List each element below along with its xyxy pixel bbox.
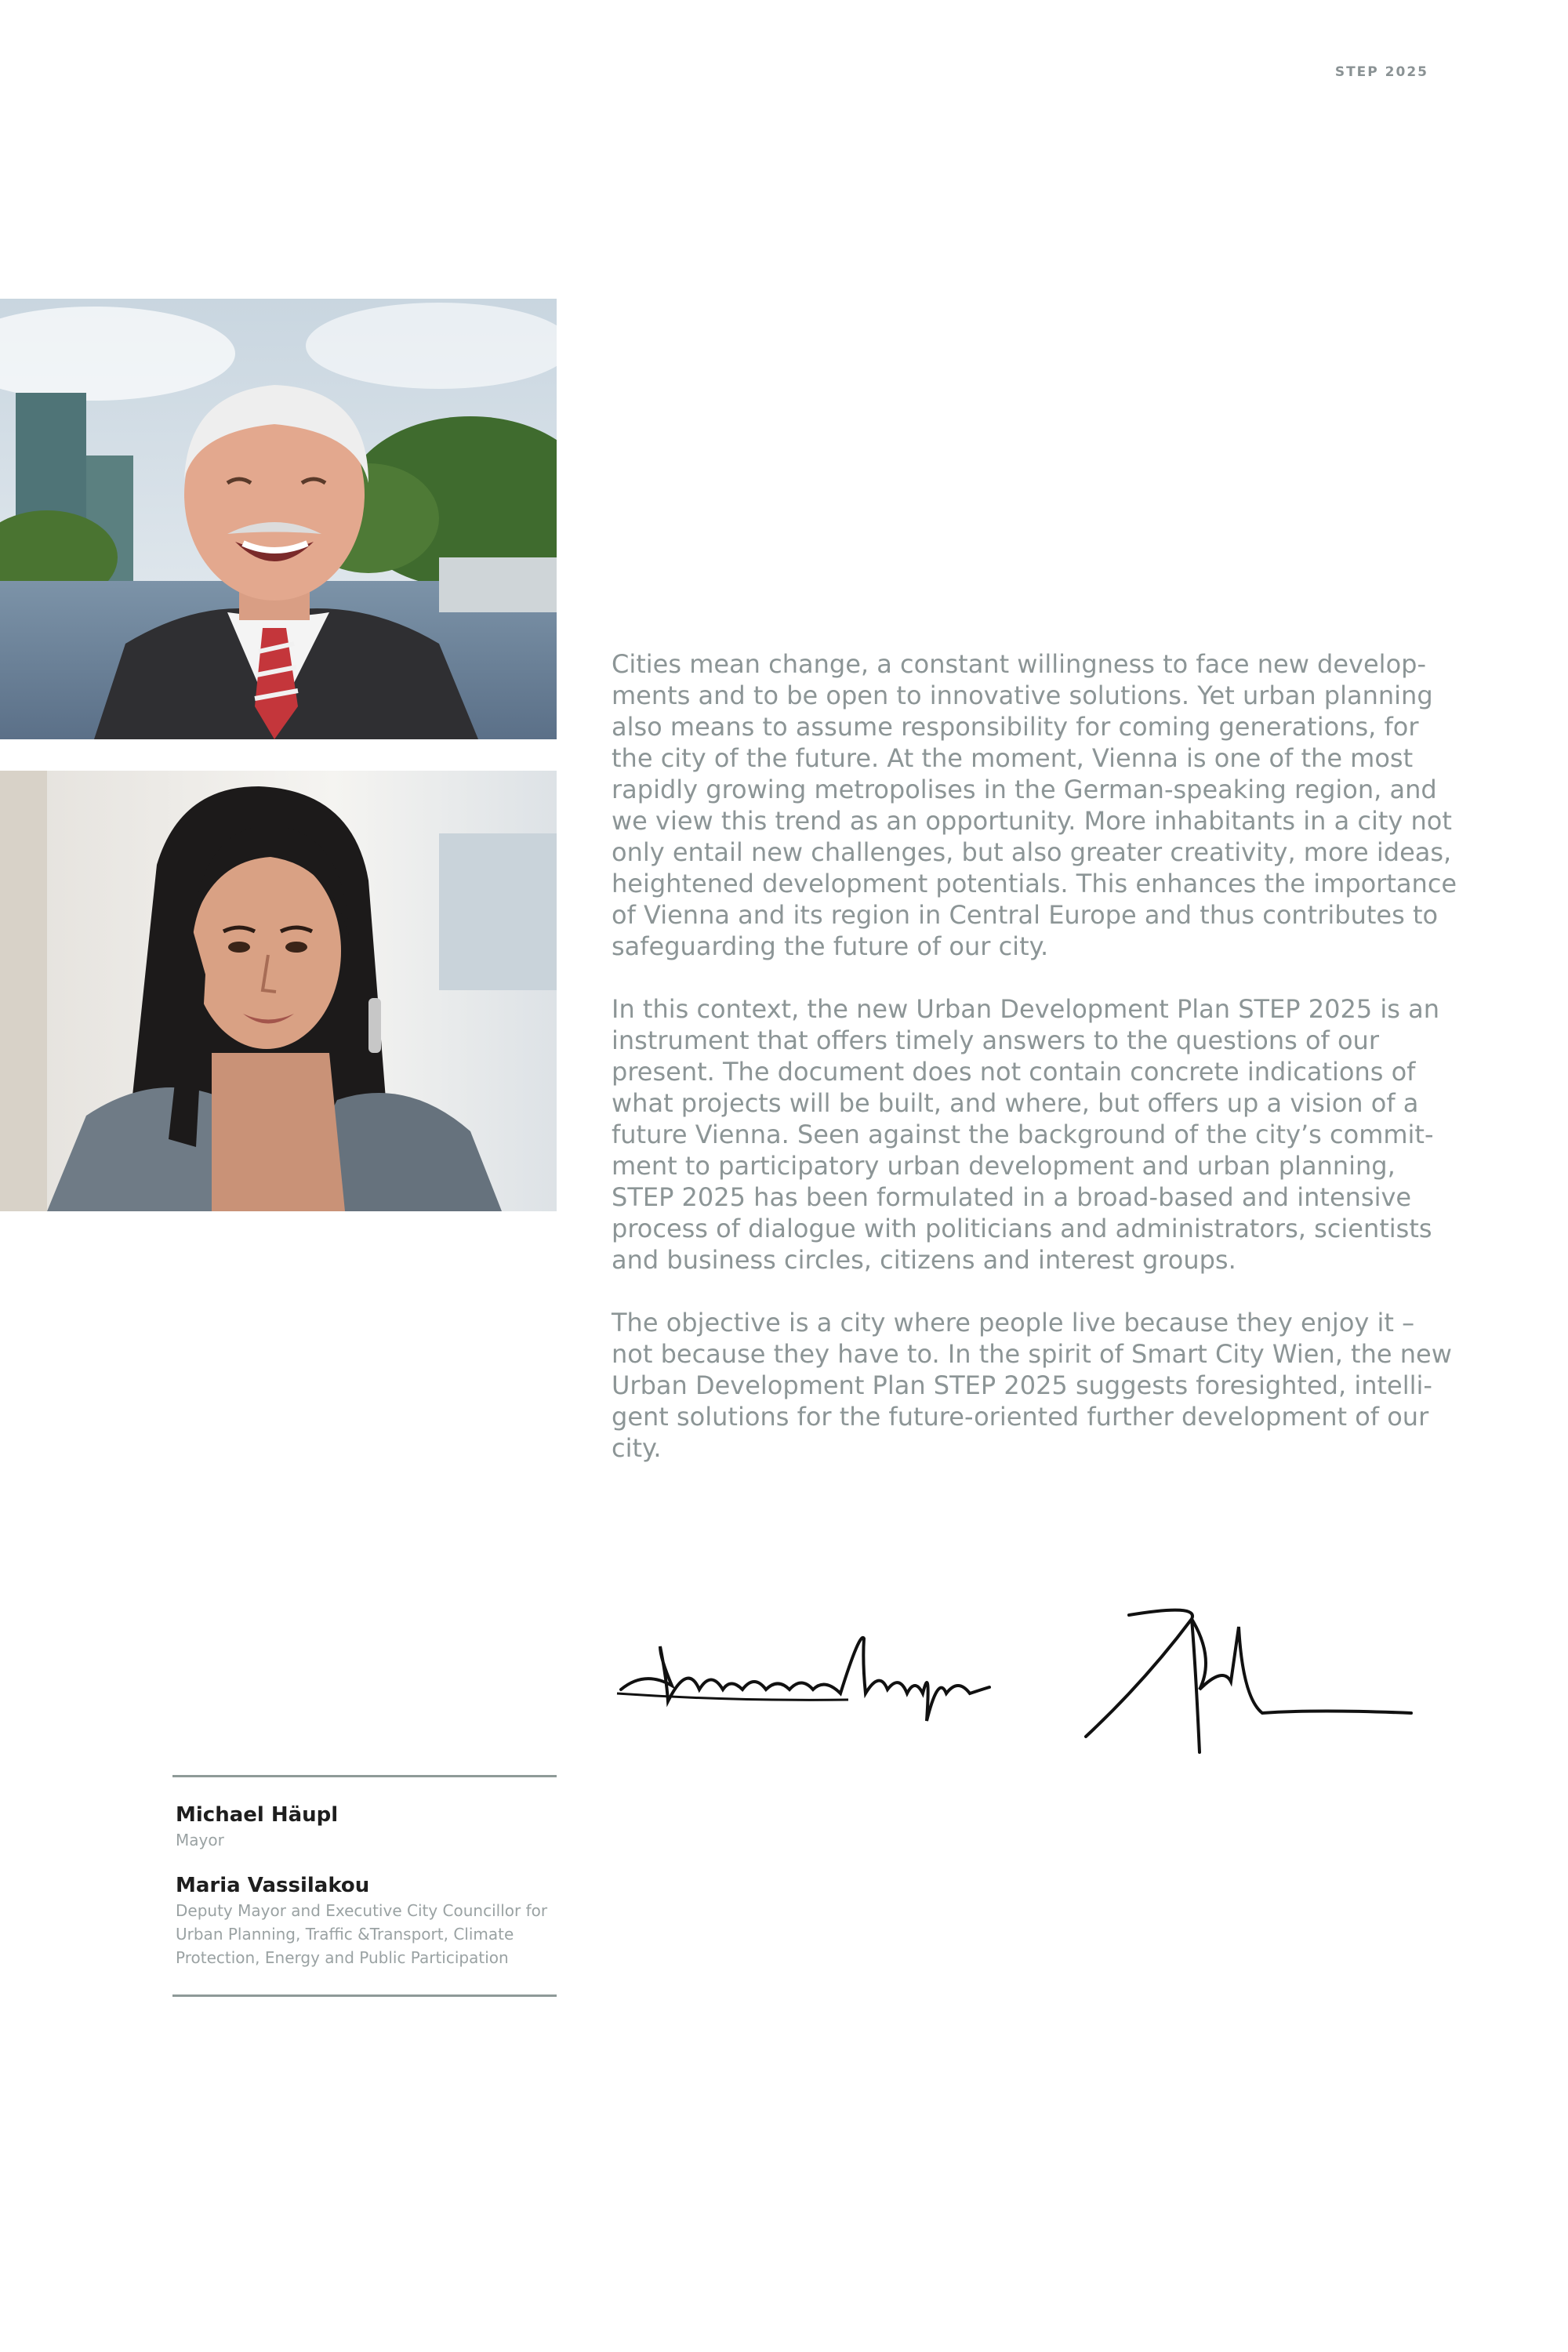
- paragraph-1: Cities mean change, a constant willingness to face new develop-ments and to be open to innovative solutions. Yet urban planning also means to assume responsibility for coming generations, for the city of the future. At the moment, Vienna is one of the most rapidly growing metropolises in the German-speaking region, and we view this trend as an opportunity. More inhabitants in a city not only entail new challenges, but also greater creativity, more ideas, heightened development potentials. This enhances the importance of Vienna and its region in Central Europe and thus contributes to safeguarding the future of our city.: [612, 649, 1457, 961]
- person-name: Michael Häupl: [176, 1803, 339, 1827]
- credits-divider-bottom: [172, 1994, 557, 1997]
- signature-haupl: [613, 1615, 997, 1725]
- portrait-photo-vassilakou: [0, 771, 557, 1211]
- person-role: Mayor: [176, 1831, 224, 1849]
- credit-vassilakou: [176, 1872, 560, 1969]
- person-name: Maria Vassilakou: [176, 1874, 370, 1897]
- person-role: Deputy Mayor and Executive City Councillor for Urban Planning, Traffic &Transport, Climate Protection, Energy and Public Participation: [176, 1901, 548, 1967]
- running-header: STEP 2025: [1334, 64, 1428, 80]
- portrait-vassilakou-illustration: [0, 771, 557, 1211]
- credits-block: [176, 1802, 560, 1990]
- credits-divider-top: [172, 1775, 557, 1777]
- paragraph-2: In this context, the new Urban Development Plan STEP 2025 is an instrument that offers timely answers to the questions of our present. The document does not contain concrete indications of what projects will be built, and where, but offers up a vision of a future Vienna. Seen against the background of the city’s commit-ment to participatory urban development and urban planning, STEP 2025 has been formulated in a broad-based and intensive process of dialogue with politicians and administrators, scientists and business circles, citizens and interest groups.: [612, 994, 1439, 1275]
- portrait-photo-haupl: [0, 299, 557, 739]
- paragraph-3: The objective is a city where people live because they enjoy it – not because they have to. In the spirit of Smart City Wien, the new Urban Development Plan STEP 2025 suggests foresighted, intelli-gent solutions for the future-oriented further development of our city.: [612, 1308, 1452, 1463]
- foreword-body: [612, 648, 1458, 1495]
- credit-haupl: [176, 1802, 560, 1852]
- signature-vassilakou-drawing: [1082, 1595, 1419, 1760]
- signature-haupl-drawing: [613, 1615, 997, 1725]
- portrait-haupl-illustration: [0, 299, 557, 739]
- signature-vassilakou: [1082, 1595, 1419, 1760]
